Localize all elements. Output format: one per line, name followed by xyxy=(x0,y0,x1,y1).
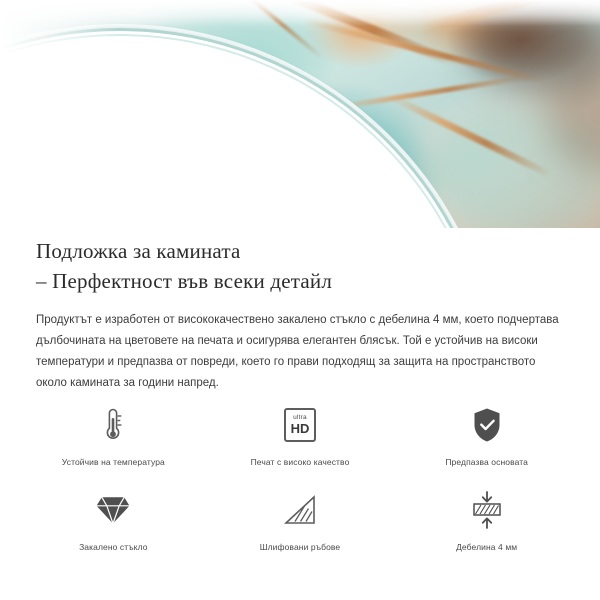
feature-label: Печат с високо качество xyxy=(250,457,350,467)
polished-edges-icon xyxy=(274,485,326,535)
diamond-icon xyxy=(87,485,139,535)
hero-image xyxy=(0,0,600,228)
feature-item-print-quality xyxy=(207,400,394,467)
feature-grid xyxy=(0,400,600,552)
feature-item-polished-edges xyxy=(207,485,394,552)
shield-check-icon xyxy=(461,400,513,450)
thickness-arrows-icon xyxy=(461,485,513,535)
page-title xyxy=(0,228,600,296)
page-title-line-2: – Перфектност във всеки детайл xyxy=(36,269,333,293)
description-content xyxy=(0,228,600,394)
hero-top-fade xyxy=(0,0,600,26)
feature-label: Устойчив на температура xyxy=(61,457,165,467)
hero-left-fade xyxy=(0,0,120,228)
page-title-line-1: Подложка за камината xyxy=(36,239,241,263)
feature-item-temperature xyxy=(20,400,207,467)
feature-label: Дебелина 4 мм xyxy=(456,542,518,552)
feature-item-tempered-glass xyxy=(20,485,207,552)
feature-item-surface-protection xyxy=(393,400,580,467)
ultra-hd-badge-bottom: HD xyxy=(290,421,310,437)
feature-label: Закалено стъкло xyxy=(79,542,148,552)
ultra-hd-badge-top: ultra xyxy=(293,413,307,421)
ultra-hd-icon xyxy=(274,400,326,450)
feature-item-thickness xyxy=(393,485,580,552)
feature-label: Шлифовани ръбове xyxy=(259,542,341,552)
description-paragraph: Продуктът е изработен от висококачествено закалено стъкло с дебелина 4 мм, което подчертава дълбочината на цветовете на печата и осигурява елегантен блясък. Той е устойчив на високи температури и предпазва от повреди, което го прави подходящ за защита на пространството около камината за години напред. xyxy=(36,314,559,389)
thermometer-icon xyxy=(87,400,139,450)
feature-label: Предпазва основата xyxy=(445,457,528,467)
